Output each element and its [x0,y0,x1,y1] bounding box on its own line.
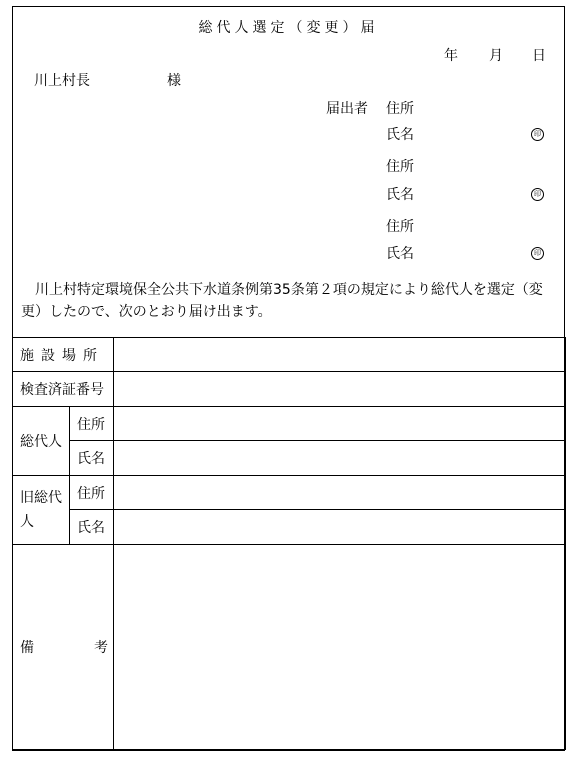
facility-location-field[interactable] [114,338,566,372]
facility-location-text: 施設場所 [20,347,104,364]
row-representative-address [13,407,566,441]
seal-mark-3: 印 [531,247,544,260]
former-representative-label: 旧総代人 [13,476,70,545]
applicant-label: 届出者 [326,101,368,117]
former-representative-address-label: 住所 [70,476,114,510]
form-sheet [12,6,565,751]
form-title: 総代人選定（変更）届 [198,20,379,36]
row-representative-name [13,441,566,476]
row-former-representative-address [13,476,566,510]
former-representative-address-field[interactable] [114,476,566,510]
facility-location-label-text [20,345,113,365]
date-month: 月 [489,48,503,64]
remarks-label [13,545,168,750]
date-day: 日 [532,48,546,64]
applicant-2-address-label: 住所 [386,159,414,175]
row-former-representative-name [13,510,566,545]
date-year: 年 [444,48,458,64]
row-inspection-number [13,372,566,407]
inspection-number-label: 検査済証番号 [13,372,114,407]
row-remarks [13,545,566,750]
former-representative-name-field[interactable] [114,510,566,545]
former-representative-name-label: 氏名 [70,510,114,545]
form-table [12,337,566,750]
representative-name-label: 氏名 [70,441,114,476]
applicant-3-name-label: 氏名 [386,246,414,262]
remarks-field[interactable] [114,545,566,750]
row-facility-location [13,338,566,372]
seal-mark-1: 印 [531,128,544,141]
addressee-name: 川上村長 [34,73,90,89]
applicant-1-address-label: 住所 [386,101,414,117]
representative-address-field[interactable] [114,407,566,441]
representative-address-label: 住所 [70,407,114,441]
addressee-honorific: 様 [167,73,181,89]
representative-label: 総代人 [13,407,70,476]
remarks-label-text: 備考 [20,640,168,656]
representative-name-field[interactable] [114,441,566,476]
seal-mark-2: 印 [531,188,544,201]
statement-text: 川上村特定環境保全公共下水道条例第35条第２項の規定により総代人を選定（変更）したので、次のとおり届け出ます。 [21,282,543,320]
inspection-number-field[interactable] [114,372,566,407]
applicant-3-address-label: 住所 [386,219,414,235]
applicant-2-name-label: 氏名 [386,187,414,203]
applicant-1-name-label: 氏名 [386,127,414,143]
remarks-label-wrap [20,637,168,657]
facility-location-label [13,338,114,372]
